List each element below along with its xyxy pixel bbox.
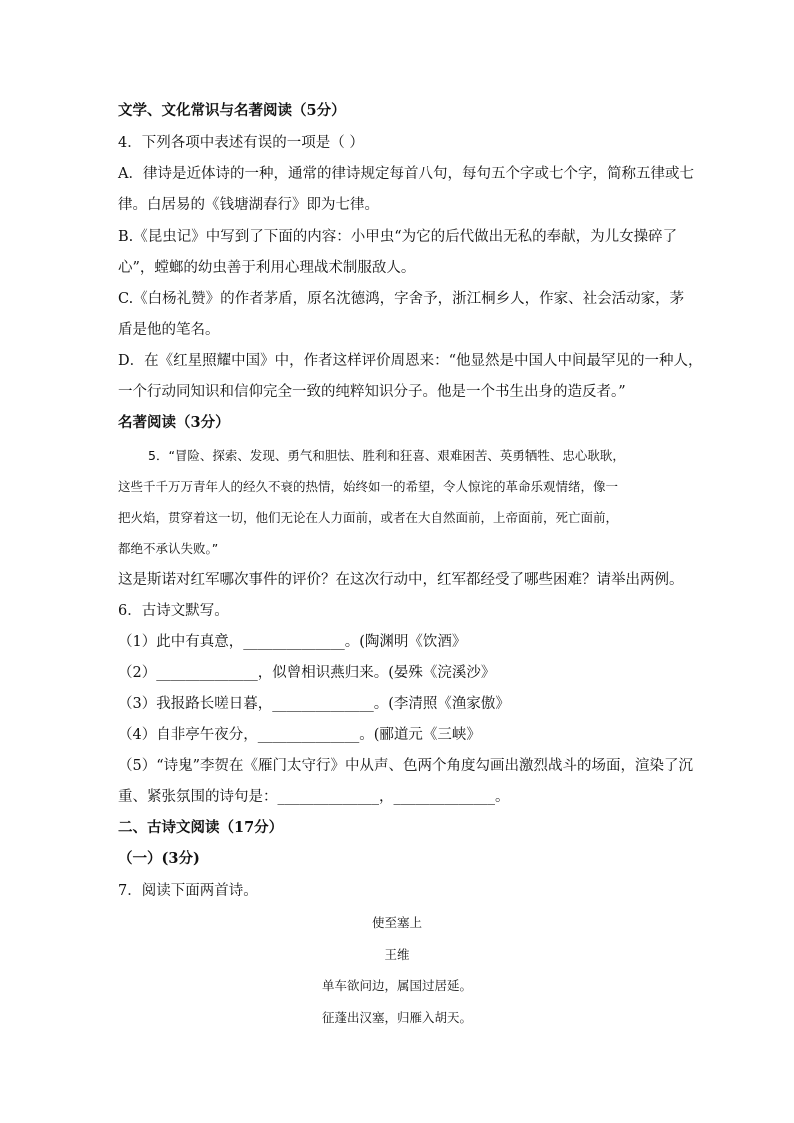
question-5-quote-line3: 把火焰，贯穿着这一切，他们无论在人力面前，或者在大自然面前，上帝面前，死亡面前， — [118, 510, 619, 525]
question-4-option-b-line2: 心”，螳螂的幼虫善于利用心理战术制服敌人。 — [118, 260, 416, 276]
question-4-option-c-line1: C.《白杨礼赞》的作者茅盾，原名沈德鸿，字舍予，浙江桐乡人，作家、社会活动家，茅 — [118, 291, 685, 307]
question-6-stem: 6．古诗文默写。 — [118, 603, 229, 619]
question-4-option-d-line1: D．在《红星照耀中国》中，作者这样评价周恩来：“他显然是中国人中间最罕见的一种人， — [118, 353, 703, 369]
question-6-item-1: （1）此中有真意，______________。(陶渊明《饮酒》 — [118, 634, 467, 650]
question-5-quote-line4: 都绝不承认失败。” — [118, 541, 219, 556]
section-heading-literature: 文学、文化常识与名著阅读（5分） — [118, 102, 346, 119]
section-heading-classical-poetry: 二、古诗文阅读（17分） — [118, 819, 284, 836]
question-6-item-4: （4）自非亭午夜分，______________。(郦道元《三峡》 — [118, 727, 481, 743]
section-heading-famous-works: 名著阅读（3分） — [118, 414, 230, 431]
question-4-option-c-line2: 盾是他的笔名。 — [118, 322, 220, 338]
question-5-question: 这是斯诺对红军哪次事件的评价？在这次行动中，红军都经受了哪些困难？请举出两例。 — [118, 572, 684, 588]
question-6-item-3: （3）我报路长嗟日暮，______________。(李清照《渔家傲》 — [118, 696, 510, 712]
poem-line-2: 征蓬出汉塞，归雁入胡天。 — [321, 1010, 472, 1025]
question-5-quote-line1: 5．“冒险、探索、发现、勇气和胆怯、胜利和狂喜、艰难困苦、英勇牺牲、忠心耿耿， — [148, 448, 625, 463]
question-4-stem: 4．下列各项中表述有误的一项是（ ） — [118, 135, 364, 151]
subsection-heading-1: （一）(3分) — [118, 850, 200, 867]
question-5-quote-line2: 这些千千万万青年人的经久不衰的热情，始终如一的希望，令人惊诧的革命乐观情绪，像一 — [118, 479, 619, 494]
question-7-stem: 7．阅读下面两首诗。 — [118, 883, 258, 899]
poem-author: 王维 — [384, 947, 410, 962]
question-6-item-2: （2）______________，似曾相识燕归来。(晏殊《浣溪沙》 — [118, 665, 496, 681]
question-4-option-b-line1: B.《昆虫记》中写到了下面的内容：小甲虫“为它的后代做出无私的奉献，为儿女操碎了 — [118, 229, 678, 245]
question-4-option-d-line2: 一个行动同知识和信仰完全一致的纯粹知识分子。他是一个书生出身的造反者。” — [118, 384, 626, 400]
poem-line-1: 单车欲问边，属国过居延。 — [321, 978, 472, 993]
poem-title: 使至塞上 — [371, 915, 422, 930]
question-6-item-5-line1: （5）“诗鬼”李贺在《雁门太守行》中从声、色两个角度勾画出激烈战斗的场面，渲染了沉 — [118, 758, 694, 774]
question-6-item-5-line2: 重、紧张氛围的诗句是：______________，______________。 — [118, 789, 510, 805]
question-4-option-a-line1: A．律诗是近体诗的一种，通常的律诗规定每首八句，每句五个字或七个字，简称五律或七 — [118, 166, 694, 182]
question-4-option-a-line2: 律。白居易的《钱塘湖春行》即为七律。 — [118, 197, 379, 213]
